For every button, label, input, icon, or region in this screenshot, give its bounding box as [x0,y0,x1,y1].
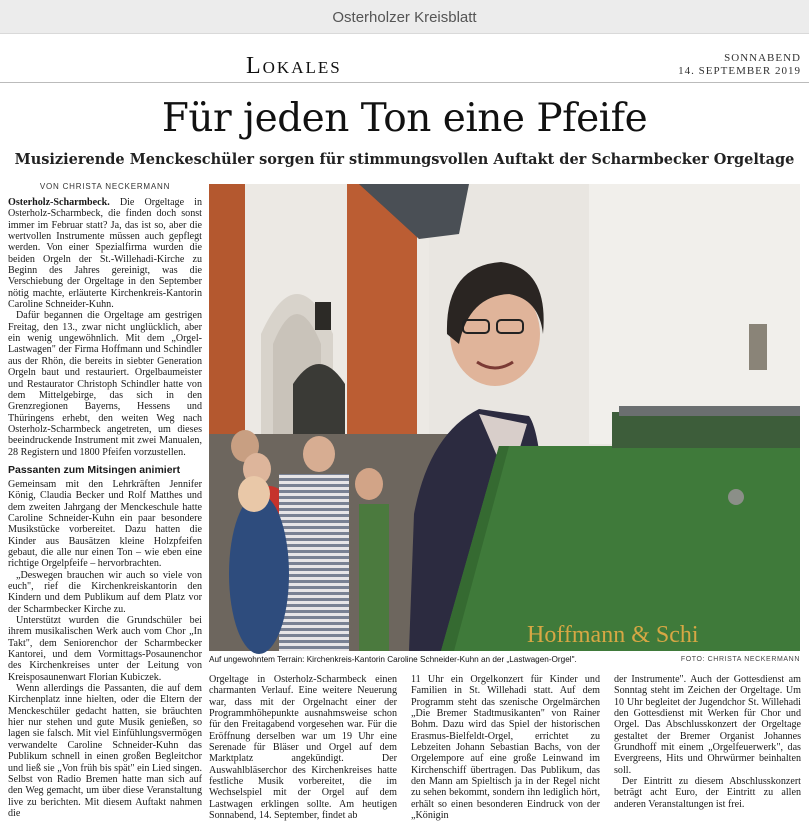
paragraph: 11 Uhr ein Orgelkonzert für Kinder und Familien in St. Willehadi statt. Auf dem Programm steht das szenische Orgelmärchen „Die Bremer Stadtmusikanten" von Rainer Bohm. Dazu wird das Spiel der historischen Erasmus-Bielfeldt-Orgel, errichtet zu Lebzeiten Johann Sebastian Bachs, von der Orgelempore auf eine große Leinwand im Kirchenschiff übertragen. Das Publikum, das den Mann am Spieltisch ja in der Regel nicht zu sehen bekommt, sondern ihn lediglich hört, erhält so einen besonderen Eindruck von der „Königin [411,674,600,821]
paragraph [8,197,202,310]
article-photo [209,184,800,651]
article-subhead: Passanten zum Mitsingen animiert [8,463,181,476]
issue-date [678,52,801,78]
article-author: VON CHRISTA NECKERMANN [39,182,171,191]
header-rule [0,82,809,83]
paragraph: Orgeltage in Osterholz-Scharmbeck einen charmanten Verlauf. Eine weitere Neuerung war, dass mit der Orgelnacht einer der Programmhöhepunkte ausnahmsweise schon für den Freitagabend vorgesehen war. Für die Eröffnung derselben war um 19 Uhr eine Serenade für Bläser und Orgel auf dem Marktplatz angekündigt. Der Auswahlbläserchor des Kirchenkreises hatte festliche Musik vorbereitet, die im Wechselspiel mit der Orgel auf dem Lastwagen erklingen sollte. Am heutigen Sonnabend, 14. September, findet ab [209,674,397,821]
publication-title: Osterholzer Kreisblatt [332,9,477,26]
paragraph: Wenn allerdings die Passanten, die auf dem Kirchenplatz inne hielten, oder die Eltern der Menckeschüler gedacht hatten, sie bräuchten hier nur stehen und gute Musik genießen, so lagen sie falsch. Mit viel Einfühlungsvermögen verwandelte Caroline Schneider-Kuhn das Publikum schnell in einen großen Begleitchor und ließ sie „Von früh bis spät" ein Lied singen. Selbst von Radio Bremen hatte man sich auf den Weg gemacht, um über diese Veranstaltung live zu berichten. Mit diesem Auftakt nahmen die [8,683,202,819]
issue-full-date: 14. SEPTEMBER 2019 [678,65,801,77]
paragraph: Der Eintritt zu diesem Abschlusskonzert beträgt acht Euro, der Eintritt zu allen anderen Veranstaltungen ist frei. [614,776,801,810]
paragraph: „Deswegen brauchen wir auch so viele von euch", rief die Kirchenkreiskantorin den Kindern und dem Publikum auf dem Platz vor der Scharmbecker Kirche zu. [8,569,202,615]
article-column-3 [411,674,600,821]
paragraph: Dafür begannen die Orgeltage am gestrigen Freitag, den 13., zwar nicht unglücklich, aber ein wenig ungewöhnlich. Mit dem „Orgel-Lastwagen" der Firma Hoffmann und Schindler aus der Rhön, die bereits in siebter Generation Orgeln baut und restauriert. Orgelbaumeister und Restaurator Christoph Schindler hatte von dem Mittelgebirge, das sich in den Grenzregionen Bayerns, Hessens und Thüringens erhebt, den weiten Weg nach Osterholz-Scharmbeck angetreten, um dieses beeindruckende Instrument mit zwei Manualen, 28 Registern und 1800 Pfeifen vorzustellen. [8,310,202,458]
paragraph: Unterstützt wurden die Grundschüler bei ihrem musikalischen Werk auch vom Chor „In Takt", dem Seniorenchor der Scharmbecker Kantorei, und dem Vormittags-Posaunenchor des Kirchenkreises unter der Leitung von Kreisposaunenwart Florian Kubiczek. [8,615,202,683]
top-bar [0,0,809,34]
paragraph-text: Die Orgeltage in Osterholz-Scharmbeck, die finden doch sonst immer im Februar statt? Ja, das ist so, aber die wertvollen Instrumente müssen auch gepflegt werden. Von einer Spezialfirma wurden die beiden Orgeln der St.-Willehadi-Kirche zu Beginn des Jahres gereinigt, was die Verschiebung der Orgeltage in den September nötig machte, erläuterte Kirchenkreis-Kantorin Caroline Schneider-Kuhn. [8,197,202,311]
organ-lettering: Hoffmann & Schi [527,622,699,648]
article-column-4 [614,674,801,810]
article-headline: Für jeden Ton eine Pfeife [161,96,648,141]
article-column-1 [8,197,202,819]
paragraph: Gemeinsam mit den Lehrkräften Jennifer König, Claudia Becker und Rolf Matthes und dem zweiten Jahrgang der Menckeschule hatte Caroline Schneider-Kuhn ein paar besondere Musikstücke vorbereitet. Dazu hatten die Kinder aus Bausätzen kleine Holzpfeifen gebaut, die alle nur einen Ton – wie eben eine richtige Orgelpfeife – hervorbrachten. [8,478,202,570]
dateline: Osterholz-Scharmbeck. [8,197,110,208]
photo-illustration [209,184,800,651]
issue-weekday: SONNABEND [724,52,801,64]
paragraph: der Instrumente". Auch der Gottesdienst am Sonntag steht im Zeichen der Orgeltage. Um 10 Uhr begleitet der Jugendchor St. Willehadi den Gottesdienst mit Werken für Chor und Orgel. Das Abschlusskonzert der Orgeltage gestaltet der Bremer Organist Johannes Grundhoff mit einem „Orgelfeuerwerk", das Evergreens, Hits und Ohrwürmer beinhalten soll. [614,674,801,776]
section-title: Lokales [246,53,342,79]
article-column-2 [209,674,397,821]
photo-caption-row [209,655,800,666]
photo-caption: Auf ungewohntem Terrain: Kirchenkreis-Kantorin Caroline Schneider-Kuhn an der „Lastwagen-Orgel". [209,655,577,664]
photo-credit: FOTO: CHRISTA NECKERMANN [680,656,800,663]
article-subheadline: Musizierende Menckeschüler sorgen für stimmungsvollen Auftakt der Scharmbecker Orgeltage [14,151,795,168]
